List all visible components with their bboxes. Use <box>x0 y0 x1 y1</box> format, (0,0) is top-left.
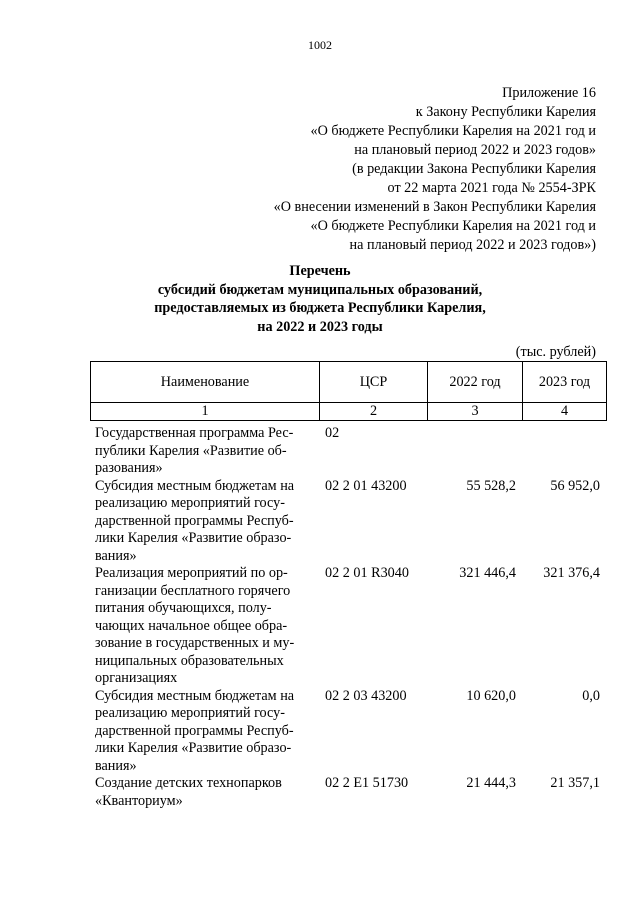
row-name-line: лики Карелия «Развитие образо- <box>95 740 292 756</box>
column-number: 2 <box>320 403 428 421</box>
header-2022: 2022 год <box>428 362 523 403</box>
row-code: 02 2 01 R3040 <box>325 565 409 581</box>
row-name-line: реализацию мероприятий госу- <box>95 705 285 721</box>
row-code: 02 2 01 43200 <box>325 477 407 494</box>
row-value-2022: 55 528,2 <box>466 477 516 494</box>
appendix-line: (в редакции Закона Республики Карелия <box>352 161 596 177</box>
row-name-line: вания» <box>95 547 137 564</box>
row-name-line: вания» <box>95 757 137 774</box>
appendix-line: «О бюджете Республики Карелия на 2021 год и <box>310 123 596 139</box>
row-name-line: лики Карелия «Развитие образо- <box>95 530 292 546</box>
title-line: предоставляемых из бюджета Республики Карелия, <box>154 300 486 316</box>
row-name-line: ниципальных образовательных <box>95 652 284 669</box>
row-value-2022 <box>427 425 522 478</box>
row-name-line: зование в государственных и му- <box>95 635 295 651</box>
table-row <box>90 565 606 688</box>
row-value-2023: 321 376,4 <box>543 565 600 581</box>
row-value-2023 <box>522 425 606 478</box>
appendix-line: на плановый период 2022 и 2023 годов») <box>349 237 596 253</box>
row-code: 02 <box>325 425 340 441</box>
column-number: 1 <box>91 403 320 421</box>
row-value-2022: 21 444,3 <box>466 775 516 791</box>
column-number: 3 <box>428 403 523 421</box>
header-row <box>91 362 607 403</box>
row-name-line: чающих начальное общее обра- <box>95 617 288 634</box>
appendix-line: Приложение 16 <box>502 85 596 101</box>
row-name-line: публики Карелия «Развитие об- <box>95 442 287 459</box>
column-number-row <box>91 403 607 421</box>
row-value-2022: 321 446,4 <box>459 565 516 581</box>
appendix-line: на плановый период 2022 и 2023 годов» <box>354 142 596 158</box>
document-title <box>0 262 640 336</box>
table-row <box>90 688 606 776</box>
appendix-line: «О бюджете Республики Карелия на 2021 год и <box>310 218 596 234</box>
row-name-line: организациях <box>95 670 178 686</box>
row-name <box>90 775 319 810</box>
row-value-2023: 56 952,0 <box>550 477 600 494</box>
title-line: Перечень <box>289 263 351 279</box>
row-name-line: ганизации бесплатного горячего <box>95 582 291 599</box>
row-name-line: Реализация мероприятий по ор- <box>95 565 288 581</box>
row-name <box>90 688 319 776</box>
row-name-line: Создание детских технопарков <box>95 775 282 791</box>
row-name-line: дарственной программы Респуб- <box>95 722 294 739</box>
row-name-line: Государственная программа Рес- <box>95 425 294 441</box>
row-name-line: реализацию мероприятий госу- <box>95 495 285 511</box>
row-name-line: «Кванториум» <box>95 792 183 809</box>
header-name: Наименование <box>91 362 320 403</box>
row-value-2023: 0,0 <box>582 687 600 704</box>
row-name <box>90 565 319 688</box>
row-name <box>90 425 319 478</box>
row-name-line: питания обучающихся, полу- <box>95 600 272 616</box>
table-body <box>90 425 606 810</box>
row-name-line: Субсидия местным бюджетам на <box>95 477 295 494</box>
appendix-block <box>274 84 596 255</box>
column-number: 4 <box>523 403 607 421</box>
row-code: 02 2 03 43200 <box>325 687 407 704</box>
table-row <box>90 478 606 566</box>
title-line: субсидий бюджетам муниципальных образований, <box>157 281 483 298</box>
row-value-2023: 21 357,1 <box>550 775 600 791</box>
table-header <box>90 361 607 421</box>
header-code: ЦСР <box>320 362 428 403</box>
row-name-line: дарственной программы Респуб- <box>95 512 294 529</box>
header-2023: 2023 год <box>523 362 607 403</box>
title-line: на 2022 и 2023 годы <box>257 318 383 335</box>
row-name <box>90 478 319 566</box>
row-value-2022: 10 620,0 <box>466 687 516 704</box>
page-number: 1002 <box>308 38 332 52</box>
row-name-line: разования» <box>95 460 163 476</box>
units-label: (тыс. рублей) <box>515 344 596 360</box>
appendix-line: к Закону Республики Карелия <box>415 104 596 120</box>
table-row <box>90 775 606 810</box>
appendix-line: «О внесении изменений в Закон Республики Карелия <box>273 199 596 215</box>
row-code: 02 2 E1 51730 <box>325 775 409 791</box>
row-name-line: Субсидия местным бюджетам на <box>95 687 295 704</box>
appendix-line: от 22 марта 2021 года № 2554-ЗРК <box>387 180 596 196</box>
table-row <box>90 425 606 478</box>
